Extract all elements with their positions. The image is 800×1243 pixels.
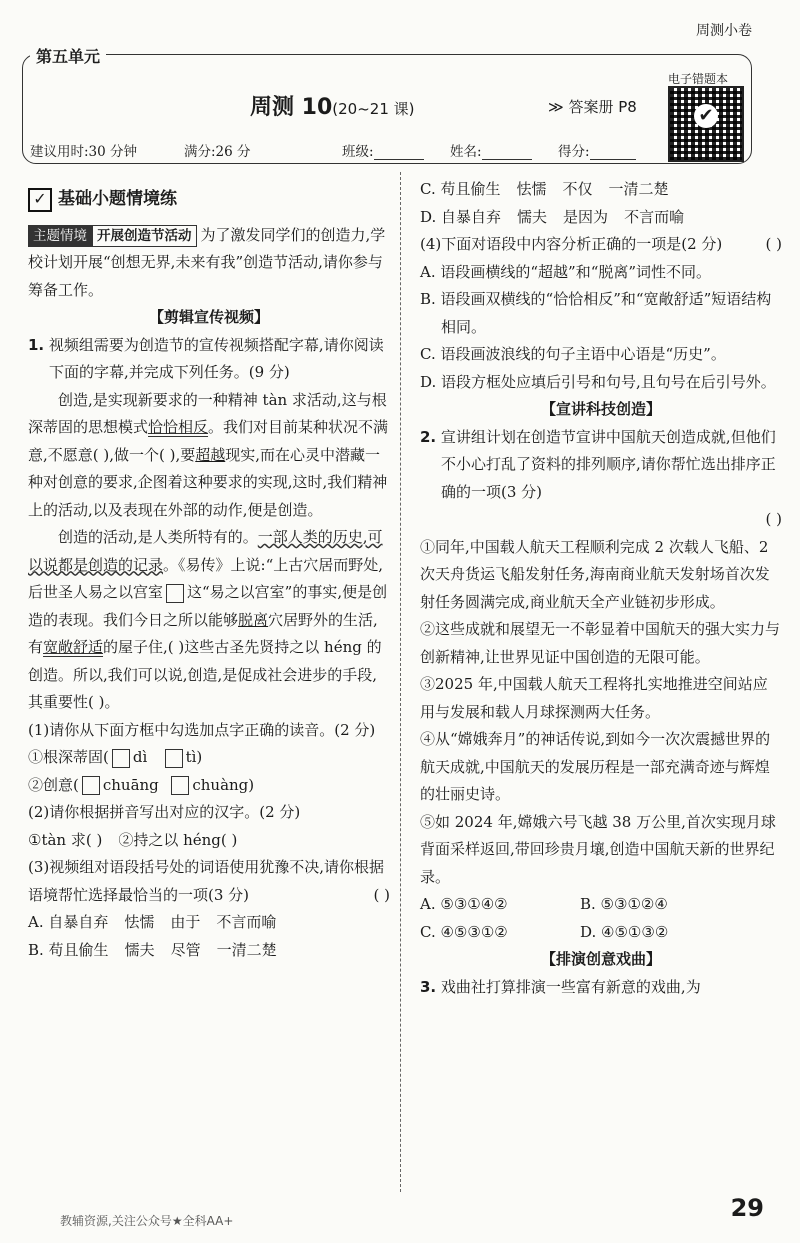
suggested-time: 建议用时:30 分钟 <box>30 144 138 160</box>
theme-activity: 开展创造节活动 <box>92 225 197 247</box>
s1-option-b <box>28 772 390 800</box>
score-blank[interactable] <box>590 145 636 160</box>
footer-text: 教辅资源,关注公众号★全科AA+ <box>60 1214 234 1228</box>
s2-b[interactable]: ②持之以 héng( ) <box>118 830 238 849</box>
question-1 <box>28 332 390 387</box>
s1-a-label: ①根深蒂固( <box>28 748 109 766</box>
option-b-1: 懦夫 <box>124 940 155 959</box>
s3-answer-paren[interactable]: ( ) <box>373 885 390 904</box>
option-c-3: 一清二楚 <box>608 180 669 198</box>
option-b-0: B. 苟且偷生 <box>28 940 109 959</box>
option-a-1: 怯懦 <box>124 913 155 931</box>
s1-b2: chuàng) <box>192 775 255 794</box>
p2-e: 的屋子住,( )这些古圣先贤持之以 héng 的创造。所以,我们可以说,创造,是促成社会进步的手段,其重要性( )。 <box>28 638 382 711</box>
p2-c: 这“易之以宫室”的事实,便是创造的表现。我们今日之所以能够 <box>28 583 388 629</box>
s2-answers <box>28 827 390 855</box>
sub-question-3 <box>28 854 390 909</box>
option-a[interactable] <box>28 909 390 937</box>
page-title <box>250 90 415 121</box>
check-icon: ✓ <box>28 188 52 212</box>
item-2: ②这些成就和展望无一不彰显着中国航天的强大实力与创新精神,让世界见证中国创造的无限可能。 <box>420 620 781 666</box>
sub-question-4 <box>420 231 782 259</box>
option-c-2: 不仅 <box>562 180 593 198</box>
option-d-0: D. 自暴自弃 <box>420 207 502 226</box>
q1-text: 视频组需要为创造节的宣传视频搭配字幕,请你阅读下面的字幕,并完成下列任务。(9 分) <box>48 335 384 381</box>
left-column <box>28 186 390 964</box>
sub-question-1: (1)请你从下面方框中勾选加点字正确的读音。(2 分) <box>28 720 376 739</box>
intro-1: 为了激发同学 <box>200 225 291 244</box>
s1-b-label: ②创意( <box>28 775 79 794</box>
class-blank[interactable] <box>374 145 424 160</box>
title-sub: (20~21 课) <box>332 100 415 118</box>
p2-double-underline: 宽敞舒适 <box>43 638 104 656</box>
answer-box[interactable] <box>166 584 184 603</box>
option-b-2: 尽管 <box>170 940 201 959</box>
option-b-3: 一清二楚 <box>216 940 277 959</box>
option-d-3: 不言而喻 <box>624 207 685 226</box>
s3-text: (3)视频组对语段括号处的词语使用犹豫不决,请你根据语境帮忙选择最恰当的一项(3 分) <box>28 858 385 904</box>
s4-option-a[interactable]: A. 语段画横线的“超越”和“脱离”词性不同。 <box>420 262 712 281</box>
q2-option-c[interactable]: C. ④⑤③①② <box>420 922 508 941</box>
answer-reference: ≫ 答案册 P8 <box>548 98 637 116</box>
theme-tag: 主题情境 <box>28 225 92 247</box>
class-field[interactable] <box>342 140 424 160</box>
p2-d: 穴居野外的生活,有 <box>28 610 378 656</box>
name-label: 姓名: <box>450 144 482 160</box>
option-a-3: 不言而喻 <box>216 913 277 931</box>
s4-text: (4)下面对语段中内容分析正确的一项是(2 分) <box>420 235 723 253</box>
s4-answer-paren[interactable]: ( ) <box>765 235 782 253</box>
item-4: ④从“嫦娥奔月”的神话传说,到如今一次次震撼世界的航天成就,中国航天的发展历程是一部充满奇迹与辉煌的壮丽史诗。 <box>420 730 771 803</box>
full-score: 满分:26 分 <box>184 144 251 160</box>
right-column <box>420 176 782 1001</box>
checkbox-di[interactable] <box>112 749 130 768</box>
section-heading <box>28 186 390 214</box>
passage-paragraph-1 <box>28 387 390 525</box>
q2-option-d[interactable]: D. ④⑤①③② <box>580 922 669 941</box>
s1-option-a <box>28 744 390 772</box>
q3-number: 3. <box>420 977 437 996</box>
q2-option-b[interactable]: B. ⑤③①②④ <box>580 895 668 913</box>
checkbox-chuang1[interactable] <box>82 776 100 795</box>
option-a-0: A. 自暴自弃 <box>28 913 109 931</box>
intro-2: 们的创造力,学校计划开展“创想无界,未来有我”创造节活动,请你参与筹备工作。 <box>28 225 386 299</box>
q2-answer-paren[interactable]: ( ) <box>765 510 782 528</box>
q2-number: 2. <box>420 427 437 446</box>
checkmark-icon: ✔ <box>694 104 718 128</box>
q2-options-cd <box>420 919 782 947</box>
sub-question-2: (2)请你根据拼音写出对应的汉字。(2 分) <box>28 803 301 821</box>
score-label: 得分: <box>558 144 590 160</box>
p1-b: 。我们对目前某种状况不满意,不愿意( ),做一个( ),要 <box>28 418 389 464</box>
s2-a[interactable]: ①tàn 求( ) <box>28 830 103 849</box>
name-blank[interactable] <box>482 145 532 160</box>
question-3 <box>420 974 782 1002</box>
p1-a: 创造,是实现新要求的一种精神 tàn 求活动,这与根深蒂固的思想模式 <box>28 390 387 436</box>
subhead-drama: 【排演创意戏曲】 <box>540 950 661 968</box>
q2-options-ab <box>420 891 782 919</box>
s4-option-b[interactable]: B. 语段画双横线的“恰恰相反”和“宽敞舒适”短语结构相同。 <box>420 290 772 336</box>
s4-option-c[interactable]: C. 语段画波浪线的句子主语中心语是“历史”。 <box>420 345 726 363</box>
p2-b: 。《易传》上说:“上古穴居而野处,后世圣人易之以宫室 <box>28 555 384 601</box>
passage-paragraph-2 <box>28 524 390 717</box>
theme-intro <box>28 222 390 305</box>
ebook-label: 电子错题本 <box>668 72 729 86</box>
item-3: ③2025 年,中国载人航天工程将扎实地推进空间站应用与发展和载人月球探测两大任务。 <box>420 675 768 721</box>
score-field[interactable] <box>558 140 636 160</box>
p1-underline: 超越 <box>195 445 226 464</box>
checkbox-chuang4[interactable] <box>171 776 189 795</box>
s4-option-d[interactable]: D. 语段方框处应填后引号和句号,且句号在后引号外。 <box>420 372 776 391</box>
title-main: 周测 10 <box>250 95 333 120</box>
p2-a: 创造的活动,是人类所特有的。 <box>58 528 258 546</box>
q1-number: 1. <box>28 335 45 354</box>
option-c-1: 怯懦 <box>516 180 547 198</box>
s1-b1: chuāng <box>102 775 159 794</box>
option-d-2: 是因为 <box>563 207 609 226</box>
option-a-2: 由于 <box>170 913 201 931</box>
page-number: 29 <box>730 1194 764 1222</box>
q2-text: 宣讲组计划在创造节宣讲中国航天创造成就,但他们不小心打乱了资料的排列顺序,请你帮忙选出排序正确的一项(3 分) <box>440 427 776 501</box>
option-b[interactable] <box>28 937 390 965</box>
s1-a1: dì <box>132 748 148 766</box>
p2-wavy: 一部人类的历史,可以说都是创造的记录 <box>28 528 383 574</box>
section-title: 基础小题情境练 <box>58 189 177 209</box>
s1-a2: tì) <box>185 748 203 766</box>
q3-text: 戏曲社打算排演一些富有新意的戏曲,为 <box>440 977 701 996</box>
name-field[interactable] <box>450 140 532 160</box>
option-c[interactable] <box>420 176 782 204</box>
info-row <box>30 140 670 160</box>
corner-label: 周测小卷 <box>696 23 752 39</box>
unit-label: 第五单元 <box>30 44 106 67</box>
option-d-1: 懦夫 <box>517 207 548 226</box>
option-c-0: C. 苟且偷生 <box>420 180 501 198</box>
subhead-tech: 【宣讲科技创造】 <box>540 400 661 418</box>
subhead-video: 【剪辑宣传视频】 <box>148 308 269 326</box>
option-d[interactable] <box>420 204 782 232</box>
checkbox-ti[interactable] <box>165 749 183 768</box>
p1-c: 现实,而在心灵中潜藏一种对创意的要求,企图着这种要求的实现,这时,我们精神上的活动,以及表现在外部的动作,便是创造。 <box>28 445 388 519</box>
p2-underline: 脱离 <box>238 610 269 629</box>
q2-option-a[interactable]: A. ⑤③①④② <box>420 895 508 913</box>
p1-double-underline: 恰恰相反 <box>148 418 209 436</box>
item-1: ①同年,中国载人航天工程顺利完成 2 次载人飞船、2 次天舟货运飞船发射任务,海南商业航天发射场首次发射任务圆满完成,商业航天全产业链初步形成。 <box>420 537 770 611</box>
column-divider <box>400 172 401 1192</box>
question-2 <box>420 424 782 507</box>
class-label: 班级: <box>342 144 374 160</box>
item-5: ⑤如 2024 年,嫦娥六号飞越 38 万公里,首次实现月球背面采样返回,带回珍贵月壤,创造中国航天新的世界纪录。 <box>420 812 776 886</box>
